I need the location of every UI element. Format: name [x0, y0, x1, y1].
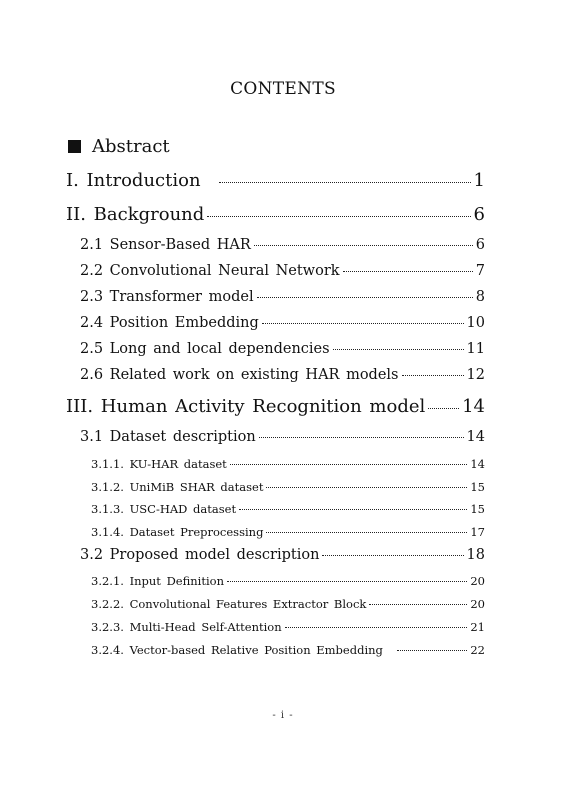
toc-leader: [230, 464, 468, 465]
toc-page-number: 12: [466, 367, 485, 383]
toc-entry-2-1[interactable]: [80, 237, 485, 253]
toc-entry-3-2-1[interactable]: [91, 574, 485, 588]
toc-label: I. Introduction: [66, 170, 201, 191]
toc-entry-3-1-3[interactable]: [91, 502, 485, 516]
toc-entry-2-2[interactable]: [80, 263, 485, 279]
toc-label: 3.2 Proposed model description: [80, 547, 320, 563]
black-square-icon: [68, 140, 81, 153]
toc-leader: [266, 487, 467, 488]
toc-page-number: 14: [462, 396, 485, 417]
toc-leader: [402, 375, 464, 376]
toc-entry-2-3[interactable]: [80, 289, 485, 305]
toc-leader: [333, 349, 464, 350]
toc-entry-3-1-4[interactable]: [91, 525, 485, 539]
toc-label: 3.2.1. Input Definition: [91, 574, 224, 588]
toc-page-number: 6: [475, 237, 485, 253]
toc-entry-3-2[interactable]: [80, 547, 485, 563]
toc-entry-3-2-4[interactable]: [91, 643, 485, 657]
toc-page-number: 8: [475, 289, 485, 305]
toc-entry-introduction[interactable]: [66, 170, 485, 191]
toc-page-number: 1: [473, 170, 485, 191]
toc-entry-3-1[interactable]: [80, 429, 485, 445]
toc-entry-background[interactable]: [66, 204, 485, 225]
toc-label: 3.1.2. UniMiB SHAR dataset: [91, 480, 264, 494]
toc-label: II. Background: [66, 204, 205, 225]
toc-label: 2.5 Long and local dependencies: [80, 341, 330, 357]
toc-leader: [239, 509, 467, 510]
toc-page-number: 14: [466, 429, 485, 445]
toc-page-number: 17: [470, 525, 485, 539]
toc-leader: [369, 604, 467, 605]
toc-leader: [285, 627, 468, 628]
toc-page-number: 20: [470, 574, 485, 588]
toc-label: 2.4 Position Embedding: [80, 315, 259, 331]
toc-abstract[interactable]: [68, 136, 170, 157]
toc-page-number: 14: [470, 457, 485, 471]
page-number-footer: - i -: [272, 710, 294, 721]
toc-label: 3.2.4. Vector-based Relative Position Embedding: [91, 643, 383, 657]
toc-label: III. Human Activity Recognition model: [66, 396, 426, 417]
toc-leader: [257, 297, 473, 298]
toc-leader: [266, 532, 467, 533]
toc-leader: [227, 581, 467, 582]
toc-page-number: 21: [470, 620, 485, 634]
toc-leader: [343, 271, 473, 272]
toc-label: 3.1.3. USC-HAD dataset: [91, 502, 237, 516]
toc-entry-3-1-2[interactable]: [91, 480, 485, 494]
toc-leader: [397, 650, 467, 651]
toc-page-number: 11: [466, 341, 485, 357]
toc-leader: [254, 245, 473, 246]
toc-leader: [259, 437, 464, 438]
toc-label: 2.1 Sensor-Based HAR: [80, 237, 251, 253]
toc-entry-2-6[interactable]: [80, 367, 485, 383]
toc-entry-3-2-2[interactable]: [91, 597, 485, 611]
toc-label: 3.2.2. Convolutional Features Extractor Block: [91, 597, 367, 611]
toc-entry-3-1-1[interactable]: [91, 457, 485, 471]
toc-page-number: 22: [470, 643, 485, 657]
toc-leader: [207, 216, 470, 217]
toc-label: 3.1.4. Dataset Preprocessing: [91, 525, 264, 539]
toc-page-number: 18: [466, 547, 485, 563]
toc-page-number: 6: [473, 204, 485, 225]
toc-entry-2-4[interactable]: [80, 315, 485, 331]
toc-entry-3-2-3[interactable]: [91, 620, 485, 634]
toc-label: 3.1.1. KU-HAR dataset: [91, 457, 227, 471]
toc-leader: [262, 323, 464, 324]
toc-label: 3.1 Dataset description: [80, 429, 256, 445]
toc-page-number: 10: [466, 315, 485, 331]
toc-leader: [219, 182, 471, 183]
toc-label: 3.2.3. Multi-Head Self-Attention: [91, 620, 282, 634]
toc-entry-har-model[interactable]: [66, 396, 485, 417]
toc-label: 2.3 Transformer model: [80, 289, 254, 305]
toc-abstract-label: Abstract: [92, 136, 170, 157]
toc-label: 2.6 Related work on existing HAR models: [80, 367, 399, 383]
toc-leader: [428, 408, 459, 409]
toc-page-number: 20: [470, 597, 485, 611]
toc-page-number: 15: [470, 480, 485, 494]
page-title: CONTENTS: [230, 79, 336, 99]
toc-entry-2-5[interactable]: [80, 341, 485, 357]
toc-page-number: 7: [475, 263, 485, 279]
toc-page-number: 15: [470, 502, 485, 516]
toc-label: 2.2 Convolutional Neural Network: [80, 263, 340, 279]
toc-leader: [322, 555, 463, 556]
